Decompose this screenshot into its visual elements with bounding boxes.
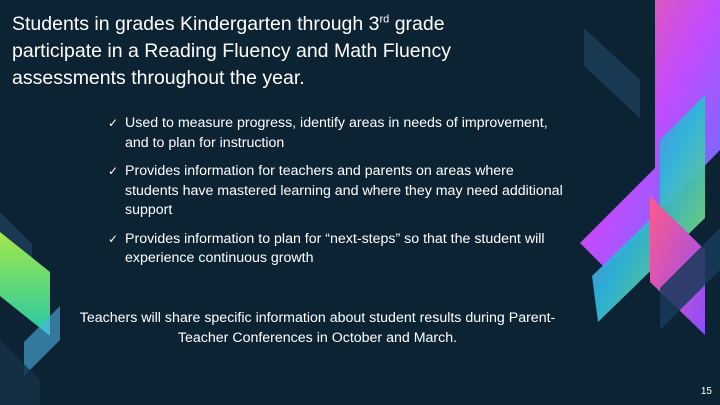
page-number: 15	[700, 386, 712, 397]
bullet-text: Used to measure progress, identify areas in needs of improvement, and to plan for instruction	[125, 115, 548, 151]
conference-note: Teachers will share specific information about student results during Parent-Teacher Conferences in October and March.	[79, 310, 556, 346]
bullet-item	[108, 230, 568, 269]
bullet-text: Provides information to plan for “next-steps” so that the student will experience continuous growth	[125, 230, 545, 266]
checkmark-icon: ✓	[108, 164, 119, 178]
title-text-start: Students in grades Kindergarten through 3	[12, 13, 380, 35]
bullet-text: Provides information for teachers and parents on areas where students have mastered learning and where they may need additional support	[125, 163, 563, 218]
checkmark-icon: ✓	[108, 116, 119, 130]
bullet-list	[108, 114, 568, 278]
shape-dark-upper	[584, 28, 640, 118]
checkmark-icon: ✓	[108, 231, 119, 246]
slide-title	[12, 11, 532, 92]
title-text-end: grade participate in a Reading Fluency and Math Fluency assessments throughout the year.	[12, 13, 451, 89]
bullet-item	[108, 114, 568, 153]
title-superscript: rd	[379, 13, 390, 26]
bullet-item	[108, 162, 568, 221]
